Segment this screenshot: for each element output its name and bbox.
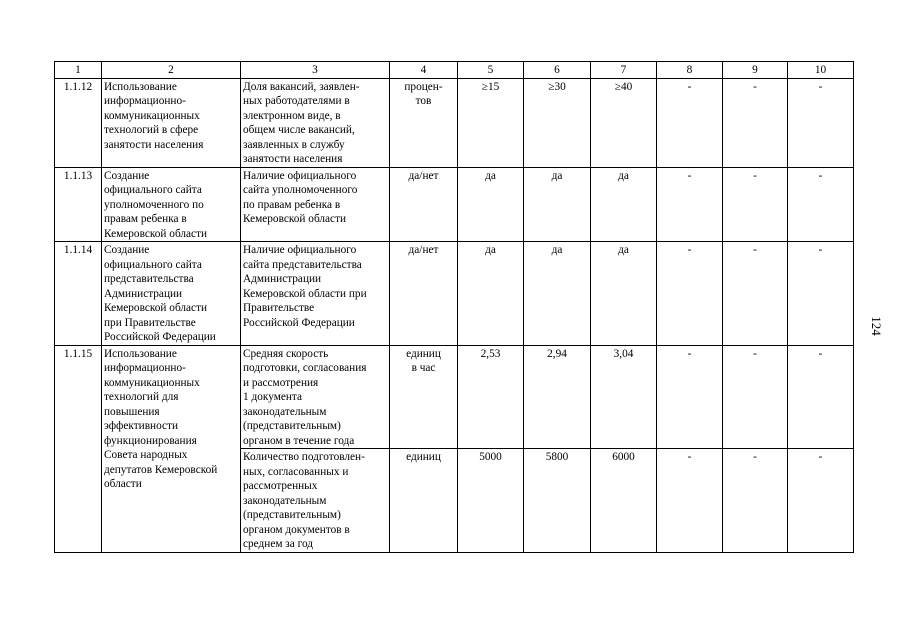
value-cell: 3,04 (591, 345, 657, 449)
indicator-name: Наличие официального сайта уполномоченного по правам ребенка в Кемеровской области (241, 167, 390, 242)
value-cell: - (657, 449, 723, 553)
value-cell: 6000 (591, 449, 657, 553)
value-cell: ≥15 (458, 78, 524, 167)
value-cell: - (788, 167, 854, 242)
measure-name: Использование информационно- коммуникационных технологий в сфере занятости населения (102, 78, 241, 167)
unit: единиц (390, 449, 458, 553)
value-cell: ≥40 (591, 78, 657, 167)
value-cell: 2,53 (458, 345, 524, 449)
item-number: 1.1.13 (55, 167, 102, 242)
value-cell: - (723, 345, 788, 449)
value-cell: 2,94 (524, 345, 591, 449)
table-row (55, 167, 854, 242)
value-cell: - (788, 78, 854, 167)
value-cell: да (458, 242, 524, 346)
unit: да/нет (390, 167, 458, 242)
value-cell: - (723, 449, 788, 553)
measure-name: Создание официального сайта уполномоченного по правам ребенка в Кемеровской области (102, 167, 241, 242)
value-cell: - (788, 345, 854, 449)
value-cell: да (524, 242, 591, 346)
column-number: 5 (458, 62, 524, 79)
value-cell: 5800 (524, 449, 591, 553)
value-cell: - (788, 449, 854, 553)
value-cell: да (458, 167, 524, 242)
value-cell: да (524, 167, 591, 242)
value-cell: - (723, 242, 788, 346)
item-number: 1.1.15 (55, 345, 102, 552)
column-number: 7 (591, 62, 657, 79)
indicator-name: Количество подготовлен- ных, согласованных и рассмотренных законодательным (представительным) органом документов в среднем за год (241, 449, 390, 553)
page-number: 124 (869, 316, 884, 336)
indicator-name: Доля вакансий, заявлен- ных работодателями в электронном виде, в общем числе вакансий, заявленных в службу занятости населения (241, 78, 390, 167)
unit: единиц в час (390, 345, 458, 449)
column-number: 1 (55, 62, 102, 79)
column-number: 4 (390, 62, 458, 79)
value-cell: - (723, 78, 788, 167)
value-cell: ≥30 (524, 78, 591, 167)
value-cell: 5000 (458, 449, 524, 553)
column-number: 10 (788, 62, 854, 79)
item-number: 1.1.14 (55, 242, 102, 346)
indicators-table (54, 61, 854, 553)
value-cell: - (657, 167, 723, 242)
table-row (55, 242, 854, 346)
measure-name: Использование информационно- коммуникационных технологий для повышения эффективности функционирования Совета народных депутатов Кемеровской области (102, 345, 241, 552)
unit: процен- тов (390, 78, 458, 167)
column-number: 3 (241, 62, 390, 79)
column-number: 2 (102, 62, 241, 79)
indicator-name: Наличие официального сайта представительства Администрации Кемеровской области при Правительстве Российской Федерации (241, 242, 390, 346)
column-number-row (55, 62, 854, 79)
column-number: 8 (657, 62, 723, 79)
value-cell: - (657, 345, 723, 449)
value-cell: - (657, 78, 723, 167)
value-cell: - (723, 167, 788, 242)
column-number: 6 (524, 62, 591, 79)
value-cell: да (591, 167, 657, 242)
unit: да/нет (390, 242, 458, 346)
indicator-name: Средняя скорость подготовки, согласования и рассмотрения 1 документа законодательным (представительным) органом в течение года (241, 345, 390, 449)
table-row (55, 78, 854, 167)
column-number: 9 (723, 62, 788, 79)
value-cell: - (788, 242, 854, 346)
table-row (55, 345, 854, 449)
value-cell: да (591, 242, 657, 346)
item-number: 1.1.12 (55, 78, 102, 167)
measure-name: Создание официального сайта представительства Администрации Кемеровской области при Правительстве Российской Федерации (102, 242, 241, 346)
value-cell: - (657, 242, 723, 346)
